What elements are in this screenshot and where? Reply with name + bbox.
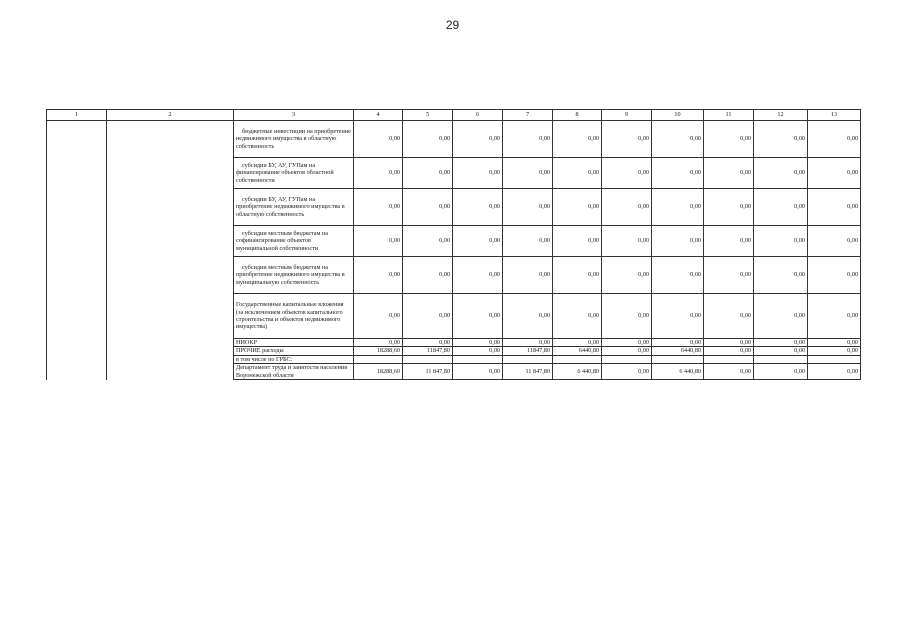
column-header: 8 bbox=[553, 110, 602, 121]
table-cell: 0,00 bbox=[553, 257, 602, 294]
column-header: 10 bbox=[652, 110, 704, 121]
table-cell: 0,00 bbox=[503, 339, 553, 347]
table-cell: 11847,80 bbox=[403, 347, 453, 355]
table-cell bbox=[808, 355, 861, 363]
table-cell: 0,00 bbox=[754, 339, 808, 347]
table-cell: 0,00 bbox=[503, 189, 553, 226]
table-cell: 0,00 bbox=[754, 189, 808, 226]
table-cell: 0,00 bbox=[602, 257, 652, 294]
table-cell: 6440,80 bbox=[553, 347, 602, 355]
table-cell: 0,00 bbox=[754, 121, 808, 158]
column-header: 4 bbox=[354, 110, 403, 121]
table-cell: 0,00 bbox=[453, 347, 503, 355]
table-cell: 0,00 bbox=[704, 189, 754, 226]
table-cell: 18288,60 bbox=[354, 347, 403, 355]
table-cell: 0,00 bbox=[652, 121, 704, 158]
table-cell: 0,00 bbox=[652, 257, 704, 294]
table-cell: 0,00 bbox=[354, 226, 403, 257]
column-header: 12 bbox=[754, 110, 808, 121]
table-cell: 11 847,80 bbox=[403, 364, 453, 380]
table-cell bbox=[704, 355, 754, 363]
table-cell: 0,00 bbox=[553, 189, 602, 226]
table-cell: 0,00 bbox=[652, 294, 704, 339]
table-cell: 0,00 bbox=[403, 226, 453, 257]
table-cell bbox=[403, 355, 453, 363]
row-label: Департамент труда и занятости населения Воронежской области bbox=[234, 364, 354, 380]
table-cell: 0,00 bbox=[652, 189, 704, 226]
table-cell: 0,00 bbox=[704, 294, 754, 339]
table-cell: 0,00 bbox=[754, 158, 808, 189]
table-cell: 0,00 bbox=[602, 226, 652, 257]
page-number: 29 bbox=[445, 18, 460, 32]
table-cell: 0,00 bbox=[403, 257, 453, 294]
table-cell bbox=[652, 355, 704, 363]
table-cell: 0,00 bbox=[503, 121, 553, 158]
table-cell: 0,00 bbox=[808, 226, 861, 257]
row-label: субсидии местным бюджетам на приобретение недвижимого имущества в муниципальную собственность bbox=[234, 257, 354, 294]
row-label: бюджетные инвестиции на приобретение недвижимого имущества в областную собственность bbox=[234, 121, 354, 158]
table-cell: 0,00 bbox=[503, 226, 553, 257]
table-cell bbox=[503, 355, 553, 363]
column-header: 11 bbox=[704, 110, 754, 121]
table-cell: 0,00 bbox=[553, 294, 602, 339]
table-cell: 0,00 bbox=[453, 364, 503, 380]
row-label: ПРОЧИЕ расходы bbox=[234, 347, 354, 355]
table-cell: 0,00 bbox=[453, 339, 503, 347]
table-cell: 0,00 bbox=[403, 158, 453, 189]
table-cell: 11 847,80 bbox=[503, 364, 553, 380]
table-cell: 0,00 bbox=[704, 226, 754, 257]
merged-cell-col1 bbox=[47, 121, 107, 380]
table-cell: 0,00 bbox=[754, 364, 808, 380]
table-cell: 0,00 bbox=[808, 364, 861, 380]
table-cell: 0,00 bbox=[553, 226, 602, 257]
table-cell: 0,00 bbox=[704, 158, 754, 189]
table-cell: 0,00 bbox=[602, 294, 652, 339]
column-header: 6 bbox=[453, 110, 503, 121]
table-cell: 0,00 bbox=[602, 189, 652, 226]
table-cell: 0,00 bbox=[403, 189, 453, 226]
table-cell: 0,00 bbox=[602, 121, 652, 158]
table-cell: 0,00 bbox=[704, 364, 754, 380]
column-number-row bbox=[47, 110, 861, 121]
table-cell: 0,00 bbox=[503, 158, 553, 189]
column-header: 5 bbox=[403, 110, 453, 121]
table-cell: 0,00 bbox=[808, 347, 861, 355]
column-header: 7 bbox=[503, 110, 553, 121]
table-cell: 0,00 bbox=[453, 189, 503, 226]
table-cell: 6 440,80 bbox=[553, 364, 602, 380]
table-cell: 11847,80 bbox=[503, 347, 553, 355]
table-cell: 0,00 bbox=[553, 121, 602, 158]
table-cell: 0,00 bbox=[354, 257, 403, 294]
table-cell bbox=[553, 355, 602, 363]
table-cell: 0,00 bbox=[403, 294, 453, 339]
table-cell: 0,00 bbox=[453, 257, 503, 294]
row-label: в том числе по ГРБС: bbox=[234, 355, 354, 363]
table-cell: 0,00 bbox=[354, 158, 403, 189]
table-cell bbox=[354, 355, 403, 363]
table-cell: 6 440,80 bbox=[652, 364, 704, 380]
table-cell: 0,00 bbox=[808, 158, 861, 189]
table-cell: 18288,60 bbox=[354, 364, 403, 380]
table-cell: 0,00 bbox=[808, 189, 861, 226]
table-cell: 0,00 bbox=[503, 257, 553, 294]
table-cell: 0,00 bbox=[453, 226, 503, 257]
table-cell: 0,00 bbox=[553, 339, 602, 347]
row-label: НИОКР bbox=[234, 339, 354, 347]
column-header: 2 bbox=[107, 110, 234, 121]
table-cell: 0,00 bbox=[602, 158, 652, 189]
row-label: субсидии БУ, АУ, ГУПам на приобретение недвижимого имущества в областную собственность bbox=[234, 189, 354, 226]
table-cell: 0,00 bbox=[354, 121, 403, 158]
table-cell: 0,00 bbox=[403, 339, 453, 347]
table-cell: 0,00 bbox=[754, 347, 808, 355]
column-header: 13 bbox=[808, 110, 861, 121]
table-cell: 0,00 bbox=[553, 158, 602, 189]
table-cell: 0,00 bbox=[354, 189, 403, 226]
table-cell: 0,00 bbox=[704, 347, 754, 355]
table-cell: 0,00 bbox=[704, 121, 754, 158]
table-cell bbox=[602, 355, 652, 363]
table-cell: 0,00 bbox=[652, 339, 704, 347]
table-cell: 0,00 bbox=[652, 158, 704, 189]
table-cell: 6440,80 bbox=[652, 347, 704, 355]
table-cell: 0,00 bbox=[453, 158, 503, 189]
row-label: Государственные капитальные вложения (за исключением объектов капитального строительства и объектов недвижимого имущества) bbox=[234, 294, 354, 339]
report-table bbox=[46, 109, 861, 380]
table-cell: 0,00 bbox=[754, 226, 808, 257]
table-cell: 0,00 bbox=[808, 294, 861, 339]
column-header: 1 bbox=[47, 110, 107, 121]
row-label: субсидии местным бюджетам на софинансирование объектов муниципальной собственности bbox=[234, 226, 354, 257]
table-cell: 0,00 bbox=[808, 257, 861, 294]
table-cell: 0,00 bbox=[602, 347, 652, 355]
column-header: 3 bbox=[234, 110, 354, 121]
table-cell bbox=[453, 355, 503, 363]
table-cell: 0,00 bbox=[704, 339, 754, 347]
column-header: 9 bbox=[602, 110, 652, 121]
table-cell: 0,00 bbox=[808, 339, 861, 347]
table-cell: 0,00 bbox=[453, 294, 503, 339]
row-label: субсидии БУ, АУ, ГУПам на финансирование объектов областной собственности bbox=[234, 158, 354, 189]
table-cell: 0,00 bbox=[754, 257, 808, 294]
table-cell: 0,00 bbox=[754, 294, 808, 339]
table-cell: 0,00 bbox=[354, 294, 403, 339]
table-cell: 0,00 bbox=[602, 339, 652, 347]
table-cell: 0,00 bbox=[453, 121, 503, 158]
table-cell: 0,00 bbox=[503, 294, 553, 339]
table-cell: 0,00 bbox=[704, 257, 754, 294]
table-cell: 0,00 bbox=[354, 339, 403, 347]
table-cell: 0,00 bbox=[652, 226, 704, 257]
table-cell: 0,00 bbox=[602, 364, 652, 380]
table-row bbox=[47, 121, 861, 158]
table-cell bbox=[754, 355, 808, 363]
table-cell: 0,00 bbox=[403, 121, 453, 158]
merged-cell-col2 bbox=[107, 121, 234, 380]
table-cell: 0,00 bbox=[808, 121, 861, 158]
